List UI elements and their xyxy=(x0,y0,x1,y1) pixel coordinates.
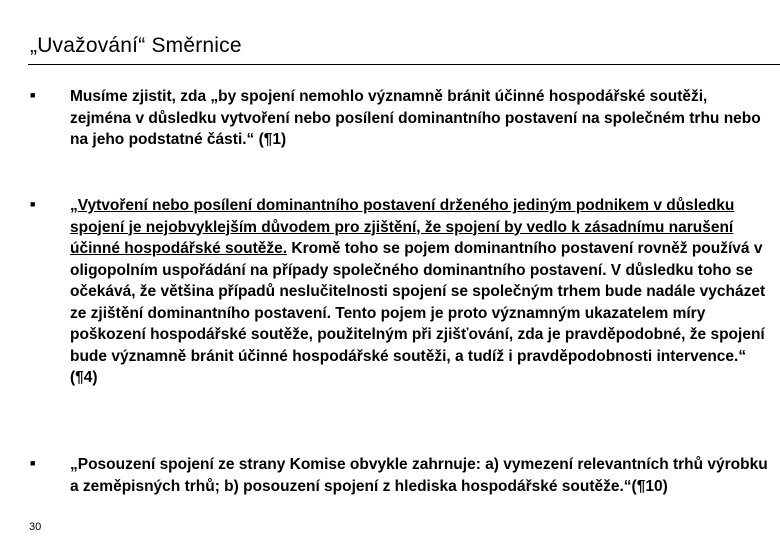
title-divider xyxy=(28,64,780,65)
slide-title: „Uvažování“ Směrnice xyxy=(30,34,242,57)
paragraph-2 xyxy=(70,195,770,389)
paragraph-3: „Posouzení spojení ze strany Komise obvykle zahrnuje: a) vymezení relevantních trhů výrobku a zeměpisných trhů; b) posouzení spojení z hlediska hospodářské soutěže.“(¶10) xyxy=(70,456,768,495)
bullet-icon: ■ xyxy=(30,199,36,209)
paragraph-2-underlined: Vytvoření nebo posílení dominantního postavení drženého jediným podnikem v důsledku spojení je nejobvyklejším důvodem pro zjištění, že spojení by vedlo k zásadnímu narušení účinné hospodářské soutěže. xyxy=(70,197,735,257)
page-number: 30 xyxy=(29,521,42,533)
bullet-icon: ■ xyxy=(30,90,36,100)
paragraph-2-rest: Kromě toho se pojem dominantního postavení rovněž používá v oligopolním uspořádání na případy společného dominantního postavení. V důsledku toho se očekává, že většina případů neslučitelnosti spojení se společným trhem bude nadále vycházet ze zjištění dominantního postavení. Tento pojem je proto významným ukazatelem míry poškození hospodářské soutěže, použitelným při zjišťování, zda je pravděpodobné, že spojení bude významně bránit účinné hospodářské soutěži, a tudíž i pravděpodobnosti intervence.“ (¶4) xyxy=(70,240,766,386)
paragraph-2-opening-quote: „ xyxy=(70,197,78,214)
bullet-icon: ■ xyxy=(30,458,36,468)
paragraph-1: Musíme zjistit, zda „by spojení nemohlo významně bránit účinné hospodářské soutěži, zejména v důsledku vytvoření nebo posílení dominantního postavení na společném trhu nebo na jeho podstatné části.“ (¶1) xyxy=(70,88,761,148)
